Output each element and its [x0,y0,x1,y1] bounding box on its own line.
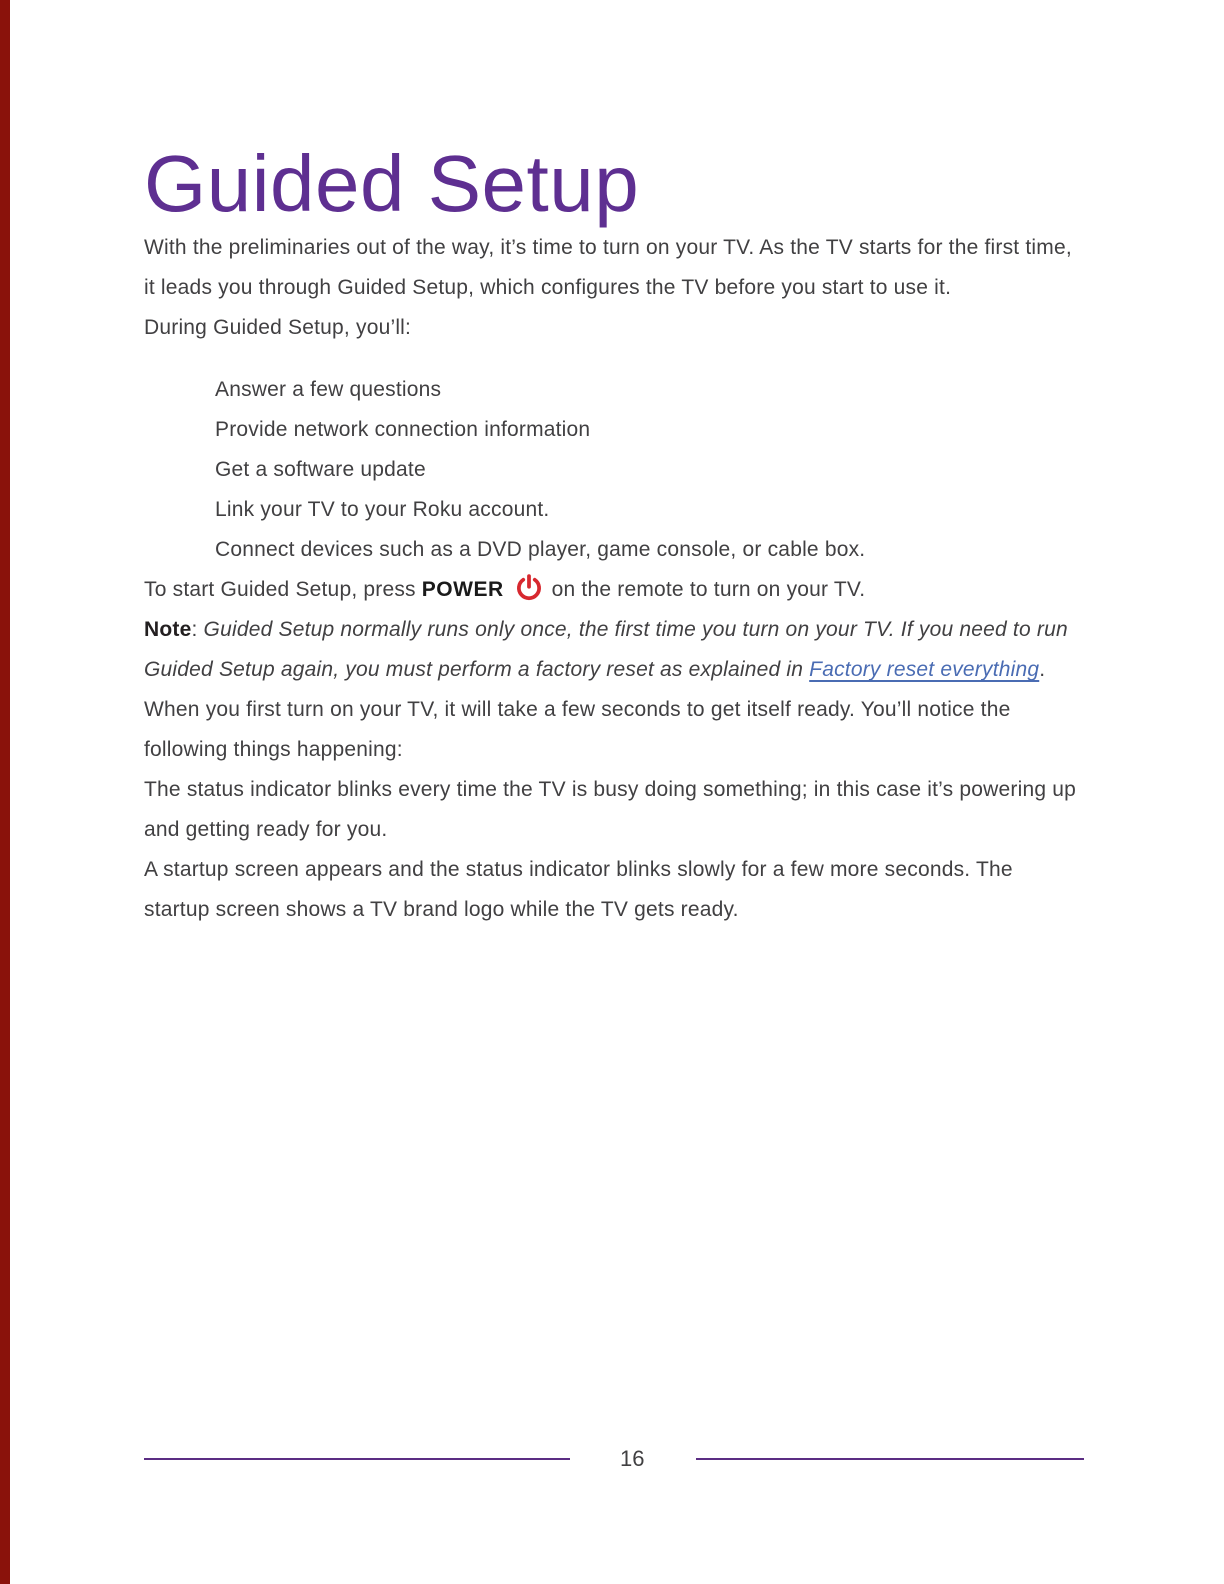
factory-reset-link[interactable]: Factory reset everything [809,658,1040,681]
power-instruction-prefix: To start Guided Setup, press [144,578,422,601]
ready-paragraph: When you first turn on your TV, it will take a few seconds to get itself ready. You’ll notice the following things happening: [144,698,1011,761]
left-edge-accent-bar [0,0,10,1584]
happening-item: A startup screen appears and the status indicator blinks slowly for a few more seconds. The startup screen shows a TV brand logo while the TV gets ready. [144,858,1013,921]
list-item: Provide network connection information [215,418,591,441]
page-content [144,0,1084,930]
power-key-label: POWER [421,578,504,601]
note-paragraph [144,610,1084,690]
list-item: Connect devices such as a DVD player, game console, or cable box. [215,538,866,561]
power-instruction [144,570,1084,610]
footer-rule-right [696,1458,1084,1460]
list-item: Get a software update [215,458,426,481]
intro-paragraph: With the preliminaries out of the way, it’s time to turn on your TV. As the TV starts for the first time, it leads you through Guided Setup, which configures the TV before you start to use it. [144,236,1072,299]
power-instruction-suffix: on the remote to turn on your TV. [551,578,866,601]
list-item: Answer a few questions [215,378,442,401]
note-period: . [1039,658,1046,681]
during-setup-lead: During Guided Setup, you’ll: [144,316,412,339]
setup-task-list [144,370,1084,570]
page-number: 16 [620,1446,645,1471]
page-title: Guided Setup [144,139,640,228]
note-label: Note [144,618,192,641]
footer-rule-left [144,1458,570,1460]
happening-item: The status indicator blinks every time the TV is busy doing something; in this case it’s powering up and getting ready for you. [144,778,1077,841]
power-icon [514,573,544,603]
note-body: Guided Setup normally runs only once, the first time you turn on your TV. If you need to run Guided Setup again, you must perform a factory reset as explained in [144,618,1068,681]
page-footer [144,1446,1084,1472]
list-item: Link your TV to your Roku account. [215,498,550,521]
note-separator: : [191,618,204,641]
